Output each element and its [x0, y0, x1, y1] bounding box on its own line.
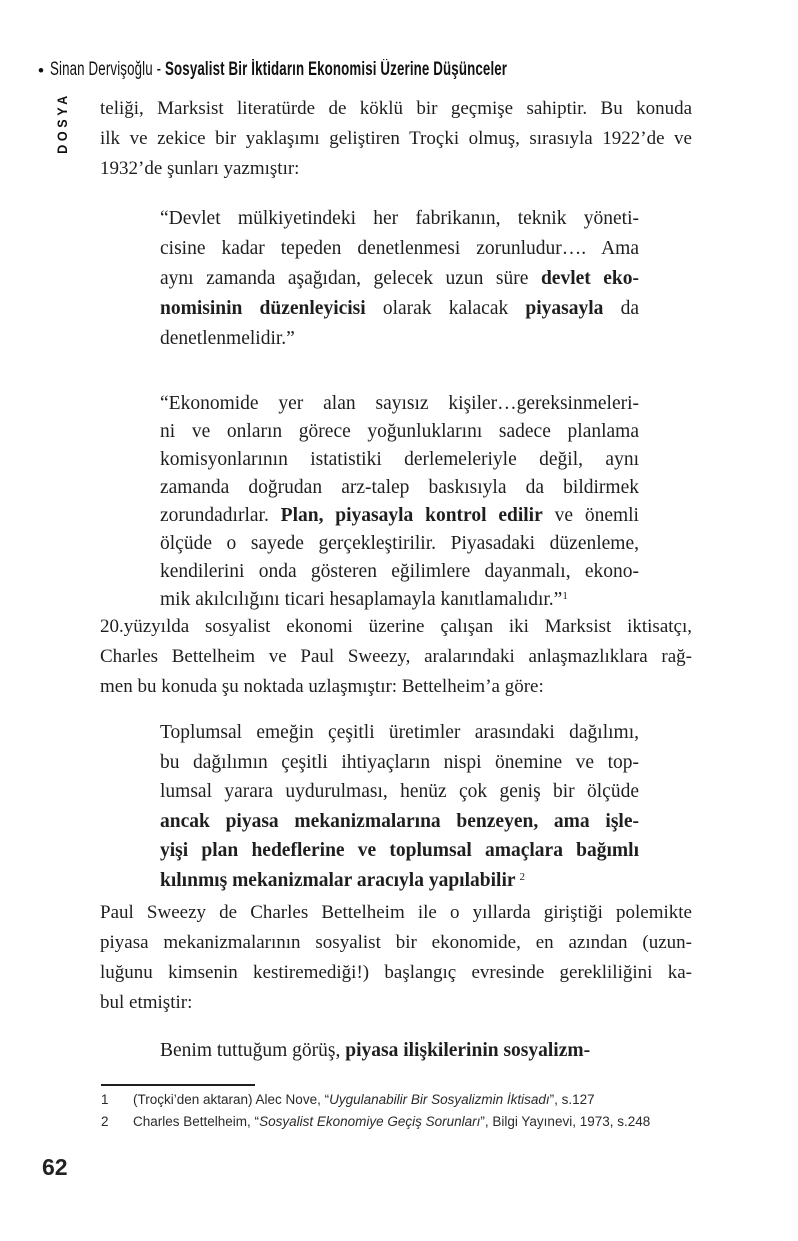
- bullet-icon: •: [38, 60, 44, 80]
- text-line: ni ve onların görece yoğunluklarını sadece planlama: [160, 421, 639, 442]
- text-line: teliği, Marksist literatürde de köklü bir geçmişe sahiptir. Bu konuda: [100, 98, 692, 119]
- footnote-2: [101, 1111, 713, 1133]
- text-line: Charles Bettelheim ve Paul Sweezy, aralarındaki anlaşmazlıklara rağ-: [100, 646, 692, 667]
- text-line: [160, 836, 639, 866]
- text-segment: mik akılcılığını ticari hesaplamayla kanıtlamalıdır.”: [160, 589, 563, 610]
- section-label-dosya: DOSYA: [54, 92, 70, 154]
- footnote-ref-2: 2: [519, 870, 526, 883]
- text-line: [160, 294, 639, 324]
- bold-segment: nomisinin düzenleyicisi: [160, 298, 366, 319]
- text-segment: olarak kalacak: [365, 298, 526, 319]
- body-paragraph-1: [100, 94, 692, 184]
- article-title: Sosyalist Bir İktidarın Ekonomisi Üzerine Düşünceler: [164, 59, 508, 80]
- text-line: denetlenmelidir.”: [160, 328, 295, 349]
- text-line: 20.yüzyılda sosyalist ekonomi üzerine çalışan iki Marksist iktisatçı,: [100, 616, 692, 637]
- text-line: luğunu kimsenin kestiremediği!) başlangıç evresinde gerekliliğini ka-: [100, 962, 692, 983]
- text-line: men bu konuda şu noktada uzlaşmıştır: Bettelheim’a göre:: [100, 676, 544, 697]
- text-line: cisine kadar tepeden denetlenmesi zorunludur…. Ama: [160, 238, 639, 259]
- footnote-number: 2: [101, 1114, 109, 1129]
- text-line: Paul Sweezy de Charles Bettelheim ile o yıllarda giriştiği polemikte: [100, 902, 692, 923]
- header-text: [50, 59, 507, 81]
- blockquote-1: [160, 204, 639, 354]
- book-title: Uygulanabilir Bir Sosyalizmin İktisadı: [329, 1092, 550, 1107]
- bold-segment: ancak piyasa mekanizmalarına benzeyen, ama işle-: [160, 810, 639, 832]
- text-line: Toplumsal emeğin çeşitli üretimler arasındaki dağılımı,: [160, 722, 639, 743]
- footnote-text: [133, 1089, 595, 1111]
- text-line: 1932’de şunları yazmıştır:: [100, 158, 300, 179]
- bold-segment: yişi plan hedeflerine ve toplumsal amaçlara bağımlı: [160, 840, 639, 861]
- text-line: [160, 807, 639, 837]
- bold-segment: piyasayla: [525, 298, 604, 319]
- footnote-text: [133, 1111, 650, 1133]
- text-segment: Charles Bettelheim, “: [133, 1114, 260, 1129]
- bold-segment: devlet eko-: [540, 268, 639, 289]
- footnote-number: 1: [101, 1092, 109, 1107]
- text-segment: ”, s.127: [549, 1092, 595, 1107]
- footnote-1: [101, 1089, 713, 1111]
- footnote-rule: [101, 1084, 255, 1086]
- bold-segment: piyasa ilişkilerinin sosyalizm-: [345, 1040, 591, 1061]
- footnotes: [101, 1089, 713, 1133]
- text-line: komisyonlarının istatistiki derlemeleriyle değil, aynı: [160, 449, 639, 470]
- text-line: [160, 866, 639, 896]
- blockquote-4: [160, 1036, 639, 1065]
- text-segment: ve önemli: [542, 505, 639, 526]
- text-line: “Devlet mülkiyetindeki her fabrikanın, teknik yöneti-: [160, 208, 639, 229]
- blockquote-3: [160, 718, 639, 895]
- bold-segment: kılınmış mekanizmalar aracıyla yapılabilir: [160, 869, 516, 891]
- text-line: ölçüde o sayede gerçekleştirilir. Piyasadaki düzenleme,: [160, 533, 639, 554]
- text-segment: aynı zamanda aşağıdan, gelecek uzun süre: [160, 268, 541, 289]
- text-line: [160, 264, 639, 294]
- body-paragraph-2: [100, 612, 692, 702]
- text-line: [160, 1036, 639, 1065]
- text-line: kendilerini onda gösteren eğilimlere dayanmalı, ekono-: [160, 561, 639, 582]
- book-title: Sosyalist Ekonomiye Geçiş Sorunları: [259, 1114, 481, 1129]
- text-segment: ”, Bilgi Yayınevi, 1973, s.248: [480, 1114, 651, 1129]
- text-line: piyasa mekanizmalarının sosyalist bir ekonomide, en azından (uzun-: [100, 932, 692, 953]
- text-line: bu dağılımın çeşitli ihtiyaçların nispi önemine ve top-: [160, 751, 639, 773]
- text-segment: zorundadırlar.: [160, 505, 281, 526]
- body-paragraph-3: [100, 898, 692, 1018]
- page-number: 62: [42, 1154, 68, 1180]
- text-line: bul etmiştir:: [100, 992, 193, 1013]
- blockquote-2: [160, 390, 639, 614]
- author-name: Sinan Dervişoğlu -: [49, 59, 165, 80]
- running-header: [38, 59, 703, 81]
- text-line: “Ekonomide yer alan sayısız kişiler…gereksinmeleri-: [160, 393, 639, 414]
- bold-segment: Plan, piyasayla kontrol edilir: [280, 505, 543, 526]
- text-line: [160, 502, 639, 530]
- text-line: [160, 586, 639, 614]
- text-line: zamanda doğrudan arz-talep baskısıyla da bildirmek: [160, 477, 639, 498]
- text-line: ilk ve zekice bir yaklaşımı geliştiren Troçki olmuş, sırasıyla 1922’de ve: [100, 128, 692, 149]
- text-line: lumsal yarara uydurulması, henüz çok geniş bir ölçüde: [160, 781, 639, 802]
- footnote-ref-1: 1: [562, 590, 568, 602]
- text-segment: da: [603, 298, 639, 319]
- text-segment: (Troçki’den aktaran) Alec Nove, “: [133, 1092, 330, 1107]
- text-segment: Benim tuttuğum görüş,: [160, 1040, 346, 1061]
